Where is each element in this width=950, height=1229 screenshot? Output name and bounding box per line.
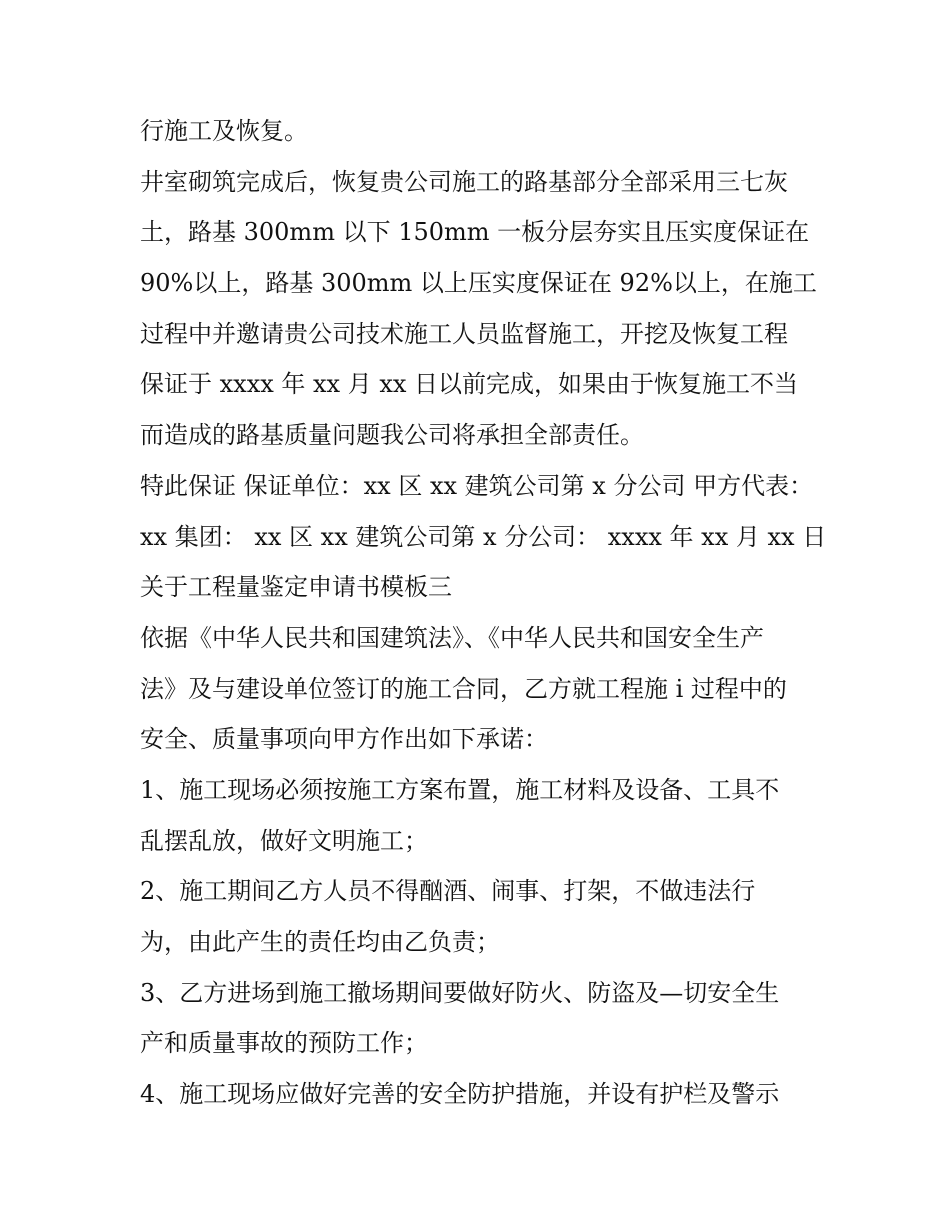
- text-line: 保证于 xxxx 年 xx 月 xx 日以前完成，如果由于恢复施工不当: [140, 370, 799, 399]
- list-item-1-continued: 乱摆乱放，做好文明施工；: [140, 826, 428, 855]
- text-line: 特此保证 保证单位：xx 区 xx 建筑公司第 x 分公司 甲方代表：: [140, 471, 814, 500]
- list-item-4: 4、施工现场应做好完善的安全防护措施，并设有护栏及警示: [140, 1080, 780, 1109]
- list-item-2-continued: 为，由此产生的责任均由乙负责；: [140, 928, 500, 956]
- text-line: xx 集团： xx 区 xx 建筑公司第 x 分公司： xxxx 年 xx 月 xx 日: [140, 522, 827, 551]
- text-line: 依据《中华人民共和国建筑法》、《中华人民共和国安全生产: [140, 623, 764, 652]
- text-line: 井室砌筑完成后，恢复贵公司施工的路基部分全部采用三七灰: [140, 167, 788, 196]
- list-item-3-continued: 产和质量事故的预防工作；: [140, 1029, 428, 1058]
- text-line: 而造成的路基质量问题我公司将承担全部责任。: [140, 421, 644, 450]
- text-line: 法》及与建设单位签订的施工合同，乙方就工程施 i 过程中的: [140, 674, 787, 703]
- document-body: [140, 106, 830, 1120]
- text-line: 安全、质量事项向甲方作出如下承诺：: [140, 725, 548, 754]
- text-line: 90%以上，路基 300mm 以上压实度保证在 92%以上，在施工: [140, 269, 817, 298]
- list-item-1: 1、施工现场必须按施工方案布置，施工材料及设备、工具不: [140, 775, 780, 804]
- text-line: 过程中并邀请贵公司技术施工人员监督施工，开挖及恢复工程: [140, 319, 788, 348]
- text-line: 土，路基 300mm 以下 150mm 一板分层夯实且压实度保证在: [140, 218, 810, 247]
- section-heading: 关于工程量鉴定申请书模板三: [140, 573, 452, 602]
- list-item-2: 2、施工期间乙方人员不得酗酒、闹事、打架，不做违法行: [140, 877, 756, 906]
- text-line: 行施工及恢复。: [140, 117, 308, 145]
- list-item-3: 3、乙方进场到施工撤场期间要做好防火、防盗及—切安全生: [140, 978, 780, 1007]
